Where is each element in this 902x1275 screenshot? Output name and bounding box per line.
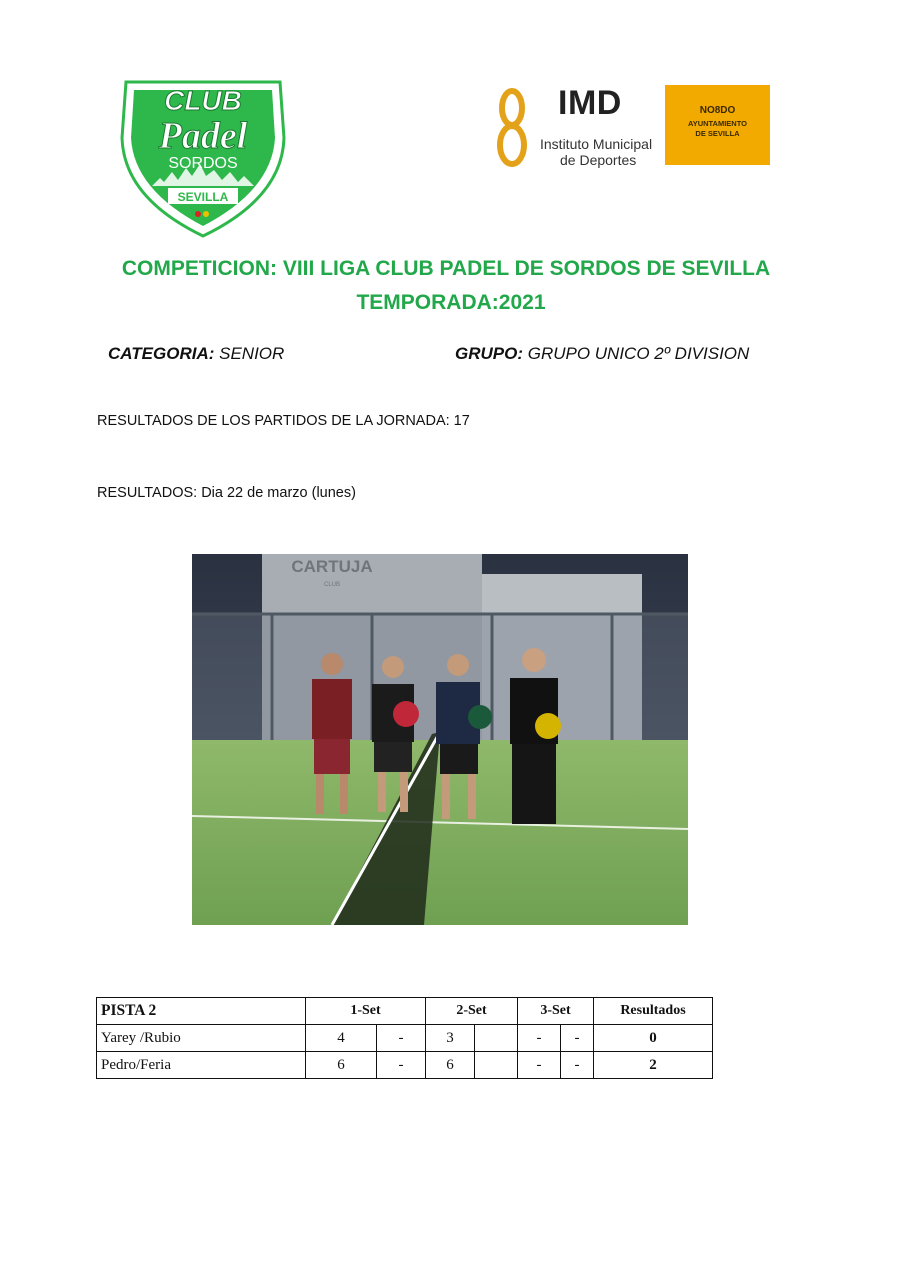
- table-row: [97, 1052, 713, 1079]
- set3-games: -: [518, 1025, 561, 1052]
- ayuntamiento-line2: DE SEVILLA: [695, 129, 740, 138]
- header-pista: PISTA 2: [97, 998, 306, 1025]
- imd-symbol-icon: [494, 84, 530, 170]
- set2-games: 6: [426, 1052, 475, 1079]
- pair-name: Yarey /Rubio: [97, 1025, 306, 1052]
- group-value: GRUPO UNICO 2º DIVISION: [523, 344, 750, 363]
- category-value: SENIOR: [214, 344, 285, 363]
- set2-extra: [475, 1025, 518, 1052]
- group-label: GRUPO:: [455, 344, 523, 363]
- set3-games: -: [518, 1052, 561, 1079]
- header-set3: 3-Set: [518, 998, 594, 1025]
- pair-name: Pedro/Feria: [97, 1052, 306, 1079]
- set1-separator: -: [377, 1052, 426, 1079]
- club-logo-line2: Padel: [158, 115, 248, 157]
- competition-title: COMPETICION: VIII LIGA CLUB PADEL DE SORDOS DE SEVILLA: [121, 257, 771, 280]
- match-result: 0: [594, 1025, 713, 1052]
- ayuntamiento-sevilla-logo: [665, 85, 770, 165]
- category-line: [108, 344, 284, 364]
- set1-games: 4: [306, 1025, 377, 1052]
- ayuntamiento-nodo: NO8DO: [699, 105, 736, 116]
- category-label: CATEGORIA:: [108, 344, 215, 363]
- table-row: [97, 1025, 713, 1052]
- match-result: 2: [594, 1052, 713, 1079]
- venue-sign: CARTUJA: [291, 557, 373, 576]
- club-logo-line3: SORDOS: [168, 155, 238, 172]
- date-line: RESULTADOS: Dia 22 de marzo (lunes): [97, 485, 356, 501]
- imd-logo: [494, 84, 664, 170]
- set2-games: 3: [426, 1025, 475, 1052]
- season-title: TEMPORADA:2021: [356, 291, 546, 314]
- club-logo-line4: SEVILLA: [177, 190, 229, 204]
- set2-extra: [475, 1052, 518, 1079]
- results-table: [96, 997, 713, 1079]
- group-line: [455, 344, 749, 364]
- set3-separator: -: [561, 1025, 594, 1052]
- header-set1: 1-Set: [306, 998, 426, 1025]
- club-logo-line1: CLUB: [164, 85, 242, 116]
- set1-separator: -: [377, 1025, 426, 1052]
- header-resultados: Resultados: [594, 998, 713, 1025]
- imd-subtitle-line2: de Deportes: [560, 152, 637, 168]
- set3-separator: -: [561, 1052, 594, 1079]
- ayuntamiento-line1: AYUNTAMIENTO: [687, 119, 748, 128]
- venue-sign-sub: CLUB: [323, 582, 341, 588]
- header-set2: 2-Set: [426, 998, 518, 1025]
- club-padel-sordos-logo: [112, 68, 294, 240]
- table-header-row: [97, 998, 713, 1025]
- imd-subtitle-line1: Instituto Municipal: [540, 136, 653, 152]
- set1-games: 6: [306, 1052, 377, 1079]
- imd-title: IMD: [558, 84, 622, 122]
- matchday-line: RESULTADOS DE LOS PARTIDOS DE LA JORNADA: 17: [97, 413, 470, 429]
- team-photo: [192, 554, 688, 925]
